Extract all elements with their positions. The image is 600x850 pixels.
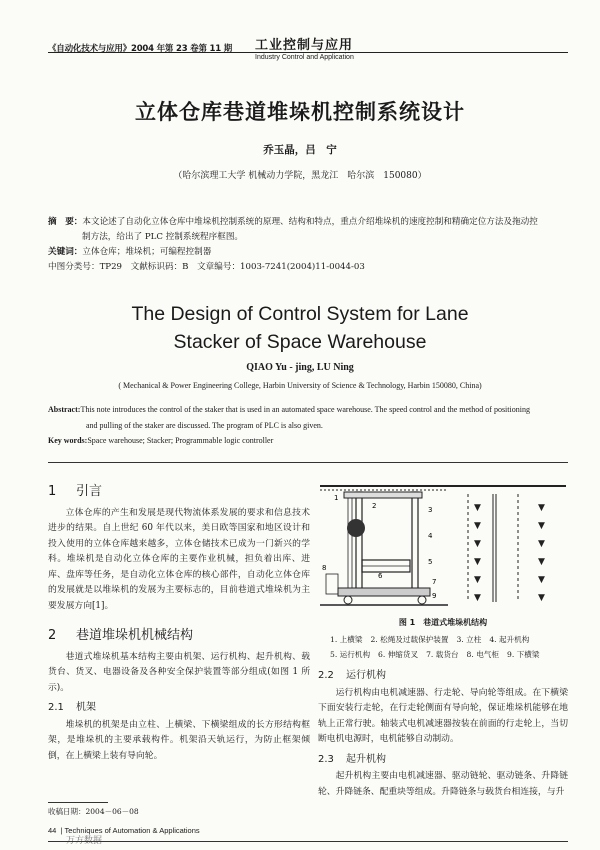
section-2-3-number: 2.3	[318, 753, 334, 765]
section-2-1-para: 堆垛机的机架是由立柱、上横梁、下横梁组成的长方形结构框架，是堆垛机的主要承载构件。机架沿天轨运行，为防止框架倾倒，在上横梁上装有导向轮。	[48, 719, 310, 761]
abstract-text-en-1: This note introduces the control of the staker that is used in an automated space warehouse. The speed control and the method of positioning	[80, 405, 530, 414]
legend-item: 3. 立柱	[456, 635, 482, 644]
legend-item: 7. 载货台	[426, 650, 459, 659]
paper-title-en-line1: The Design of Control System for Lane	[131, 303, 469, 325]
journal-en: Techniques of Automation & Applications	[64, 826, 200, 835]
section-2-2-title: 运行机构	[346, 670, 386, 681]
section-1-number: 1	[48, 484, 57, 499]
watermark: 万方数据	[66, 836, 103, 846]
abstract-text-cn-1: 本文论述了自动化立体仓库中堆垛机控制系统的原理、结构和特点，重点介绍堆垛机的速度控制和精确定位方法及拖动控	[82, 217, 538, 227]
section-2-2-number: 2.2	[318, 670, 334, 681]
keywords-label-cn: 关键词：	[48, 247, 83, 257]
svg-text:3: 3	[428, 506, 433, 514]
paper-title-en-line2: Stacker of Space Warehouse	[173, 331, 427, 353]
footnote-rule	[48, 802, 108, 803]
legend-item: 4. 起升机构	[489, 635, 530, 644]
svg-text:1: 1	[334, 494, 339, 502]
svg-text:▼: ▼	[474, 503, 481, 513]
section-2-3-para: 起升机构主要由电机减速器、驱动链轮、驱动链条、升降链轮、升降链条、配重块等组成。升降链条与载货台相连接，与升	[318, 771, 568, 797]
separator-rule	[48, 462, 568, 463]
svg-text:▼: ▼	[538, 593, 545, 603]
svg-text:▼: ▼	[538, 521, 545, 531]
figure-legend	[330, 632, 570, 662]
section-2-number: 2	[48, 628, 57, 643]
page-number: 44	[48, 826, 57, 835]
abstract-en	[48, 402, 568, 449]
svg-text:▼: ▼	[474, 575, 481, 585]
svg-text:8: 8	[322, 564, 327, 572]
upper-beam	[344, 492, 422, 498]
section-2-1-number: 2.1	[48, 702, 64, 713]
footer-rule	[48, 841, 568, 842]
section-1-para: 立体仓库的产生和发展是现代物流体系发展的要求和信息技术进步的结果。自上世纪 60 年代以来，美日欧等国家和地区设计和投入使用的立体仓库越来越多，立体仓储技术已成为一门新兴的学科。堆垛机是自动化立体仓库的主要作业机械，担负着出库、进库、盘库等任务，是自动化立体仓库的核心部件，自动化立体仓库的发展就是以堆垛机的发展为主要标志的，目前巷道式堆垛机为主要发展方向[1]。	[48, 507, 310, 611]
authors-en: QIAO Yu - jing, LU Ning	[246, 362, 354, 373]
hoist-motor	[347, 519, 365, 537]
section-2-1-title: 机架	[76, 702, 96, 713]
section-title-cn: 工业控制与应用	[255, 38, 354, 53]
keywords-en: Space warehouse; Stacker; Programmable logic controller	[87, 436, 274, 445]
paper-title-en	[0, 300, 600, 356]
section-2-3-heading	[318, 752, 568, 768]
rack-markers	[474, 503, 545, 603]
legend-item: 9. 下横梁	[507, 650, 540, 659]
affiliation-en: ( Mechanical & Power Engineering College, Harbin University of Science & Technology, Harbin 150080, China)	[118, 381, 482, 390]
svg-text:6: 6	[378, 572, 383, 580]
lower-beam	[338, 588, 430, 596]
received-date: 收稿日期：2004－06－08	[48, 807, 139, 816]
electric-cabinet	[326, 574, 338, 594]
svg-text:▼: ▼	[474, 539, 481, 549]
affiliation-cn: （哈尔滨理工大学 机械动力学院，黑龙江 哈尔滨 150080）	[173, 171, 427, 181]
mast	[356, 492, 362, 592]
svg-text:▼: ▼	[474, 593, 481, 603]
svg-text:▼: ▼	[538, 539, 545, 549]
section-title-en: Industry Control and Application	[255, 54, 354, 61]
authors-cn: 乔玉晶，吕 宁	[263, 144, 337, 156]
svg-text:▼: ▼	[538, 557, 545, 567]
abstract-text-en-2: and pulling of the staker are discussed. The program of PLC is also given.	[86, 420, 323, 430]
abstract-cn	[48, 215, 568, 275]
svg-text:▼: ▼	[474, 521, 481, 531]
section-2-1-heading	[48, 700, 310, 716]
legend-item: 1. 上横梁	[330, 635, 363, 644]
section-1-heading	[48, 484, 310, 500]
page-footer: 44 | Techniques of Automation & Applications	[48, 826, 200, 835]
svg-text:▼: ▼	[538, 575, 545, 585]
paper-title-cn: 立体仓库巷道堆垛机控制系统设计	[135, 100, 465, 124]
abstract-label-cn: 摘 要：	[48, 217, 83, 227]
legend-item: 5. 运行机构	[330, 650, 371, 659]
legend-item: 6. 伸缩货叉	[378, 650, 419, 659]
legend-item: 8. 电气柜	[466, 650, 499, 659]
svg-text:5: 5	[428, 558, 433, 566]
section-2-title: 巷道堆垛机机械结构	[76, 628, 194, 643]
abstract-text-cn-2: 制方法，给出了 PLC 控制系统程序框图。	[82, 232, 244, 242]
classification-line: 中图分类号：TP29 文献标识码：B 文章编号：1003-7241(2004)11-0044-03	[48, 262, 365, 272]
journal-citation: 《自动化技术与应用》2004 年第 23 卷第 11 期	[48, 44, 233, 54]
svg-text:4: 4	[428, 532, 433, 540]
svg-text:9: 9	[432, 592, 437, 600]
stacker-structure-figure	[318, 480, 568, 610]
svg-text:7: 7	[432, 578, 437, 586]
left-column	[48, 484, 310, 764]
keywords-label-en: Key words:	[48, 436, 88, 445]
section-2-heading	[48, 628, 310, 644]
svg-text:▼: ▼	[474, 557, 481, 567]
section-2-2-heading	[318, 668, 568, 684]
abstract-label-en: Abstract:	[48, 405, 81, 414]
section-2-3-title: 起升机构	[346, 753, 386, 765]
header-rule	[48, 52, 568, 53]
svg-text:▼: ▼	[538, 503, 545, 513]
legend-item: 2. 松绳及过载保护装置	[370, 635, 449, 644]
section-2-para: 巷道式堆垛机基本结构主要由机架、运行机构、起升机构、载货台、货叉、电器设备及各种安全保护装置等部分组成(如图 1 所示)。	[48, 651, 310, 693]
section-1-title: 引言	[76, 484, 103, 499]
keywords-cn: 立体仓库；堆垛机；可编程控制器	[82, 247, 212, 257]
figure-caption: 图 1 巷道式堆垛机结构	[398, 618, 488, 627]
right-column	[318, 668, 568, 800]
svg-text:2: 2	[372, 502, 377, 510]
section-2-2-para: 运行机构由电机减速器、行走轮、导向轮等组成。在下横梁下面安装行走轮，在行走轮侧面有导向轮，保证堆垛机能够在地轨上正常行驶。轴装式电机减速器按装在前面的行走轮上，当切断电机电源时，电机能够自动制动。	[318, 687, 568, 744]
